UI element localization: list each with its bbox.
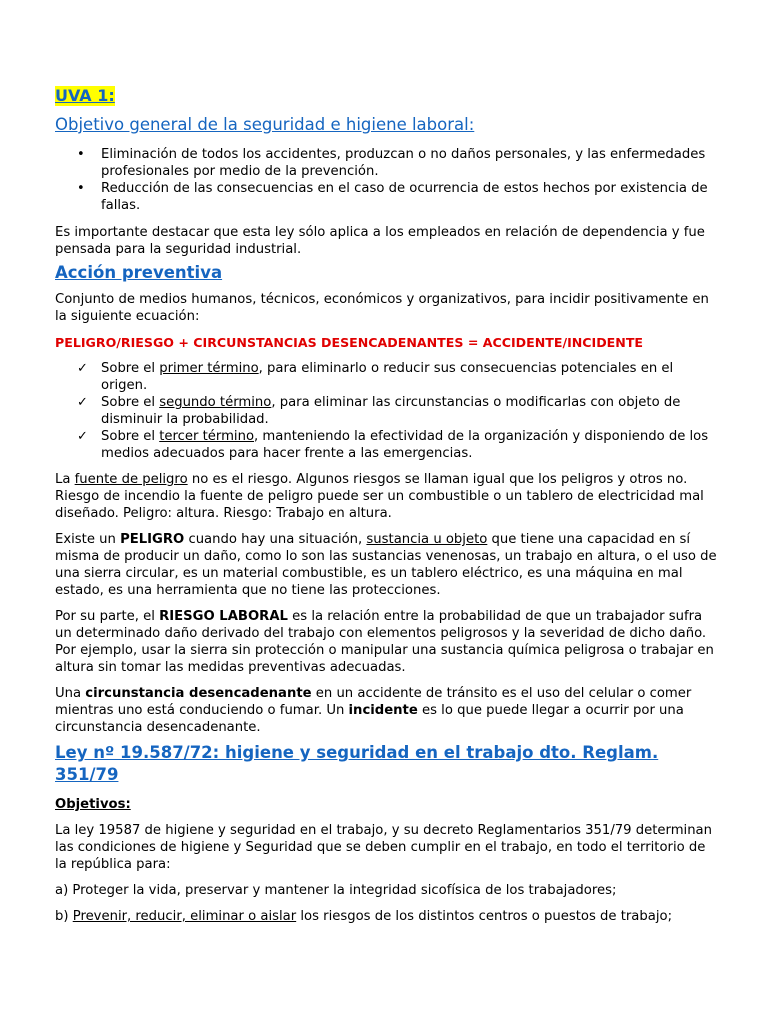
- list-item: [55, 360, 720, 394]
- list-item: [55, 428, 720, 462]
- list-item: [55, 394, 720, 428]
- text-run: que tiene una capacidad en sí misma de producir un daño, como lo son las sustancias venenosas, un trabajo en altura, o el uso de una sierra circular, es un material combustible, es un tablero eléctrico, es una máquina en mal estado, es una herramienta que no tiene las protecciones.: [55, 532, 717, 598]
- bullet-text: Reducción de las consecuencias en el caso de ocurrencia de estos hechos por existencia de fallas.: [101, 181, 708, 213]
- check-term: tercer término: [159, 429, 255, 444]
- checkmark-icon: ✓: [77, 361, 88, 376]
- check-post: , para eliminar las circunstancias o modificarlas con objeto de disminuir la probabilidad.: [101, 395, 681, 427]
- checkmark-icon: ✓: [77, 429, 88, 444]
- check-list: [55, 360, 720, 462]
- bullet-icon: •: [77, 181, 85, 196]
- text-run: Una: [55, 686, 86, 701]
- objective-bullet-list: [55, 146, 720, 214]
- ley-intro-paragraph: La ley 19587 de higiene y seguridad en el trabajo, y su decreto Reglamentarios 351/79 determinan las condiciones de higiene y Seguridad que se deben cumplir en el trabajo, en todo el territorio de la república para:: [55, 823, 712, 872]
- text-run: los riesgos de los distintos centros o puestos de trabajo;: [296, 909, 673, 924]
- law-note-paragraph: Es importante destacar que esta ley sólo aplica a los empleados en relación de dependencia y fue pensada para la seguridad industrial.: [55, 225, 705, 257]
- riesgo-paragraph: [55, 608, 720, 676]
- check-post: , para eliminarlo o reducir sus consecuencias potenciales en el origen.: [101, 361, 674, 393]
- bold-term: incidente: [348, 703, 418, 718]
- check-term: segundo término: [159, 395, 272, 410]
- bullet-text: Eliminación de todos los accidentes, produzcan o no daños personales, y las enfermedades profesionales por medio de la prevención.: [101, 147, 706, 179]
- underlined-term: Prevenir, reducir, eliminar o aislar: [72, 909, 297, 924]
- item-a-paragraph: a) Proteger la vida, preservar y mantener la integridad sicofísica de los trabajadores;: [55, 883, 617, 898]
- underlined-term: fuente de peligro: [74, 472, 188, 487]
- check-pre: Sobre el: [101, 395, 160, 410]
- formula-line: PELIGRO/RIESGO + CIRCUNSTANCIAS DESENCADENANTES = ACCIDENTE/INCIDENTE: [55, 335, 644, 350]
- objectives-label: Objetivos:: [55, 797, 131, 812]
- preventive-heading: Acción preventiva: [55, 263, 223, 282]
- bullet-icon: •: [77, 147, 85, 162]
- list-item: [55, 146, 720, 180]
- text-run: en un accidente de tránsito es el uso del celular o comer mientras uno está conduciendo o fumar. Un: [55, 686, 692, 718]
- text-run: b): [55, 909, 73, 924]
- check-post: , manteniendo la efectividad de la organización y disponiendo de los medios adecuados para hacer frente a las emergencias.: [101, 429, 709, 461]
- danger-source-paragraph: [55, 471, 720, 522]
- text-run: Por su parte, el: [55, 609, 160, 624]
- text-run: es lo que puede llegar a ocurrir por una circunstancia desencadenante.: [55, 703, 684, 735]
- document-content: [55, 86, 720, 925]
- circumstance-paragraph: [55, 685, 720, 736]
- text-run: Existe un: [55, 532, 121, 547]
- uva-title: UVA 1:: [55, 86, 115, 105]
- objective-heading: Objetivo general de la seguridad e higiene laboral:: [55, 115, 475, 134]
- bold-term: PELIGRO: [120, 532, 185, 547]
- bold-term: RIESGO LABORAL: [159, 609, 288, 624]
- text-run: cuando hay una situación,: [184, 532, 367, 547]
- check-pre: Sobre el: [101, 429, 160, 444]
- preventive-intro-paragraph: Conjunto de medios humanos, técnicos, económicos y organizativos, para incidir positivamente en la siguiente ecuación:: [55, 292, 709, 324]
- text-run: es la relación entre la probabilidad de que un trabajador sufra un determinado daño derivado del trabajo con elementos peligrosos y la severidad de dicho daño. Por ejemplo, usar la sierra sin protección o manipular una sustancia química peligrosa o trabajar en altura sin tomar las medidas preventivas adecuadas.: [55, 609, 714, 675]
- check-pre: Sobre el: [101, 361, 160, 376]
- peligro-paragraph: [55, 531, 720, 599]
- bold-term: circunstancia desencadenante: [85, 686, 312, 701]
- checkmark-icon: ✓: [77, 395, 88, 410]
- ley-heading: Ley nº 19.587/72: higiene y seguridad en el trabajo dto. Reglam. 351/79: [55, 743, 659, 784]
- check-term: primer término: [159, 361, 259, 376]
- item-b-paragraph: [55, 908, 720, 925]
- text-run: La: [55, 472, 75, 487]
- text-run: no es el riesgo. Algunos riesgos se llaman igual que los peligros y otros no. Riesgo de incendio la fuente de peligro puede ser un combustible o un tablero de electricidad mal diseñado. Peligro: altura. Riesgo: Trabajo en altura.: [55, 472, 704, 521]
- list-item: [55, 180, 720, 214]
- underlined-term: sustancia u objeto: [366, 532, 488, 547]
